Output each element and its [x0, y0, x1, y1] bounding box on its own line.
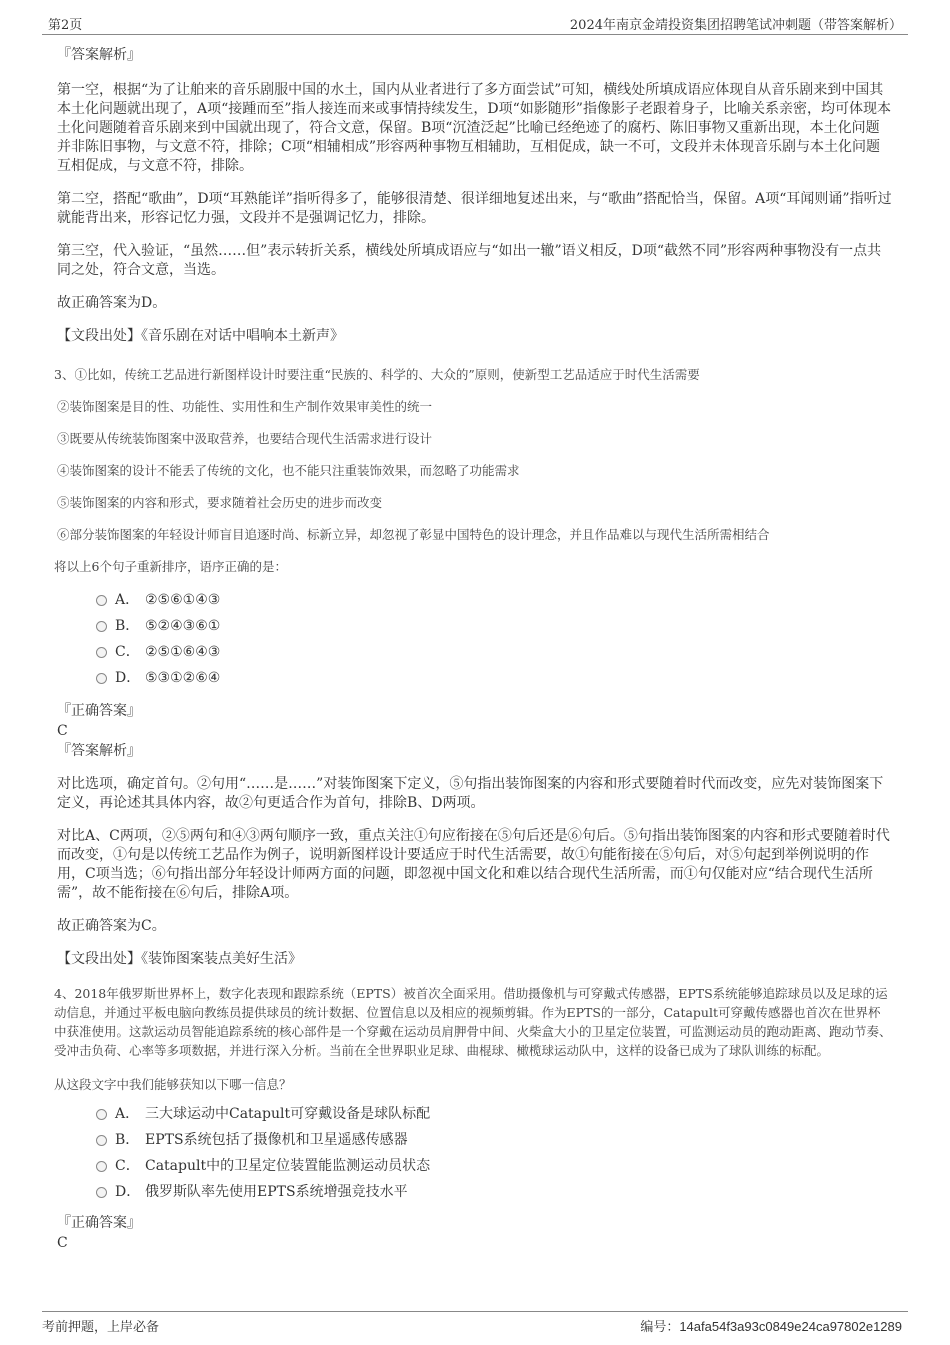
option-c[interactable]: C． Catapult中的卫星定位装置能监测运动员状态 — [57, 1157, 892, 1183]
analysis-label: 『答案解析』 — [57, 47, 141, 63]
option-b[interactable]: B． EPTS系统包括了摄像机和卫星遥感传感器 — [57, 1131, 892, 1157]
radio-icon[interactable] — [96, 647, 107, 658]
options-list — [57, 591, 892, 695]
analysis-paragraph: 第二空，搭配“歌曲”，D项“耳熟能详”指听得多了，能够很清楚、很详细地复述出来，与“歌曲”搭配恰当，保留。A项“耳闻则诵”指听过就能背出来，形容记忆力强，文段并不是强调记忆力，排除。 — [57, 191, 892, 226]
radio-icon[interactable] — [96, 1187, 107, 1198]
question-prompt: 从这段文字中我们能够获知以下哪一信息？ — [54, 1077, 292, 1092]
radio-icon[interactable] — [96, 1135, 107, 1146]
question-prompt: 将以上6个句子重新排序，语序正确的是： — [54, 559, 287, 574]
correct-answer-label: 『正确答案』 — [57, 703, 141, 719]
document-code: 编号：14afa54f3a93c0849e24ca97802e1289 — [640, 1319, 902, 1335]
radio-icon[interactable] — [96, 673, 107, 684]
options-list — [57, 1105, 892, 1209]
option-d[interactable]: D． ⑤③①②⑥④ — [57, 669, 892, 695]
option-b[interactable]: B． ⑤②④③⑥① — [57, 617, 892, 643]
question-sentence: ⑤装饰图案的内容和形式，要求随着社会历史的进步而改变 — [57, 495, 383, 510]
source-citation: 【文段出处】《音乐剧在对话中唱响本土新声》 — [57, 328, 344, 344]
correct-answer-value: C — [57, 723, 68, 739]
answer-conclusion: 故正确答案为D。 — [57, 295, 167, 311]
question-passage: 4、2018年俄罗斯世界杯上，数字化表现和跟踪系统（EPTS）被首次全面采用。借助摄像机与可穿戴式传感器，EPTS系统能够追踪球员以及足球的运动信息，并通过平板电脑向教练员提供球员的统计数据、位置信息以及相应的视频剪辑。作为EPTS的一部分，Catapult可穿戴传感器也首次在世界杯中获准使用。这款运动员智能追踪系统的核心部件是一个穿戴在运动员肩胛骨中间、火柴盒大小的卫星定位装置，可监测运动员的跑动距离、跑动节奏、受冲击负荷、心率等多项数据，并进行深入分析。当前在全世界职业足球、曲棍球、橄榄球运动队中，这样的设备已成为了球队训练的标配。 — [54, 986, 892, 1058]
answer-conclusion: 故正确答案为C。 — [57, 918, 166, 934]
question-sentence: 3、①比如，传统工艺品进行新图样设计时要注重“民族的、科学的、大众的”原则，使新型工艺品适应于时代生活需要 — [54, 367, 700, 382]
analysis-paragraph: 第一空，根据“为了让舶来的音乐剧服中国的水土，国内从业者进行了多方面尝试”可知，横线处所填成语应体现自从音乐剧来到中国其本土化问题就出现了，A项“接踵而至”指人接连而来或事情持续发生，D项“如影随形”指像影子老跟着身子，比喻关系亲密，均可体现本土化问题随着音乐剧来到中国就出现了，符合文意，保留。B项“沉渣泛起”比喻已经绝迹了的腐朽、陈旧事物又重新出现，本土化问题并非陈旧事物，与文意不符，排除；C项“相辅相成”形容两种事物互相辅助，互相促成，缺一不可，文段并未体现音乐剧与本土化问题互相促成，与文意不符，排除。 — [57, 82, 891, 174]
radio-icon[interactable] — [96, 1161, 107, 1172]
question-sentence: ⑥部分装饰图案的年轻设计师盲目追逐时尚、标新立异，却忽视了彰显中国特色的设计理念，并且作品难以与现代生活所需相结合 — [57, 527, 770, 542]
page-header — [42, 12, 908, 35]
page-content — [54, 46, 892, 1253]
page-footer — [42, 1311, 908, 1336]
analysis-paragraph: 对比选项，确定首句。②句用“……是……”对装饰图案下定义，⑤句指出装饰图案的内容和形式要随着时代而改变，应先对装饰图案下定义，再论述其具体内容，故②句更适合作为首句，排除B、D两项。 — [57, 776, 884, 811]
analysis-label: 『答案解析』 — [57, 743, 141, 759]
correct-answer-value: C — [57, 1235, 68, 1251]
footer-slogan: 考前押题，上岸必备 — [42, 1320, 160, 1335]
radio-icon[interactable] — [96, 1109, 107, 1120]
radio-icon[interactable] — [96, 621, 107, 632]
option-a[interactable]: A． ②⑤⑥①④③ — [57, 591, 892, 617]
correct-answer-label: 『正确答案』 — [57, 1215, 141, 1231]
document-title: 2024年南京金靖投资集团招聘笔试冲刺题（带答案解析） — [569, 18, 902, 33]
option-c[interactable]: C． ②⑤①⑥④③ — [57, 643, 892, 669]
question-sentence: ③既要从传统装饰图案中汲取营养，也要结合现代生活需求进行设计 — [57, 431, 433, 446]
source-citation: 【文段出处】《装饰图案装点美好生活》 — [57, 951, 302, 967]
option-a[interactable]: A． 三大球运动中Catapult可穿戴设备是球队标配 — [57, 1105, 892, 1131]
radio-icon[interactable] — [96, 595, 107, 606]
page-number: 第2页 — [48, 18, 83, 33]
question-sentence: ②装饰图案是目的性、功能性、实用性和生产制作效果审美性的统一 — [57, 399, 433, 414]
option-d[interactable]: D． 俄罗斯队率先使用EPTS系统增强竞技水平 — [57, 1183, 892, 1209]
question-sentence: ④装饰图案的设计不能丢了传统的文化，也不能只注重装饰效果，而忽略了功能需求 — [57, 463, 520, 478]
analysis-paragraph: 第三空，代入验证，“虽然……但”表示转折关系，横线处所填成语应与“如出一辙”语义相反，D项“截然不同”形容两种事物没有一点共同之处，符合文意，当选。 — [57, 243, 882, 278]
analysis-paragraph: 对比A、C两项，②⑤两句和④③两句顺序一致，重点关注①句应衔接在⑤句后还是⑥句后。⑤句指出装饰图案的内容和形式要随着时代而改变，①句是以传统工艺品作为例子，说明新图样设计要适应于时代生活需要，故①句能衔接在⑤句后，对⑤句起到举例说明的作用，C项当选；⑥句指出部分年轻设计师两方面的问题，即忽视中国文化和难以结合现代生活所需，而①句仅能对应“结合现代生活所需”，故不能衔接在⑥句后，排除A项。 — [57, 828, 890, 901]
